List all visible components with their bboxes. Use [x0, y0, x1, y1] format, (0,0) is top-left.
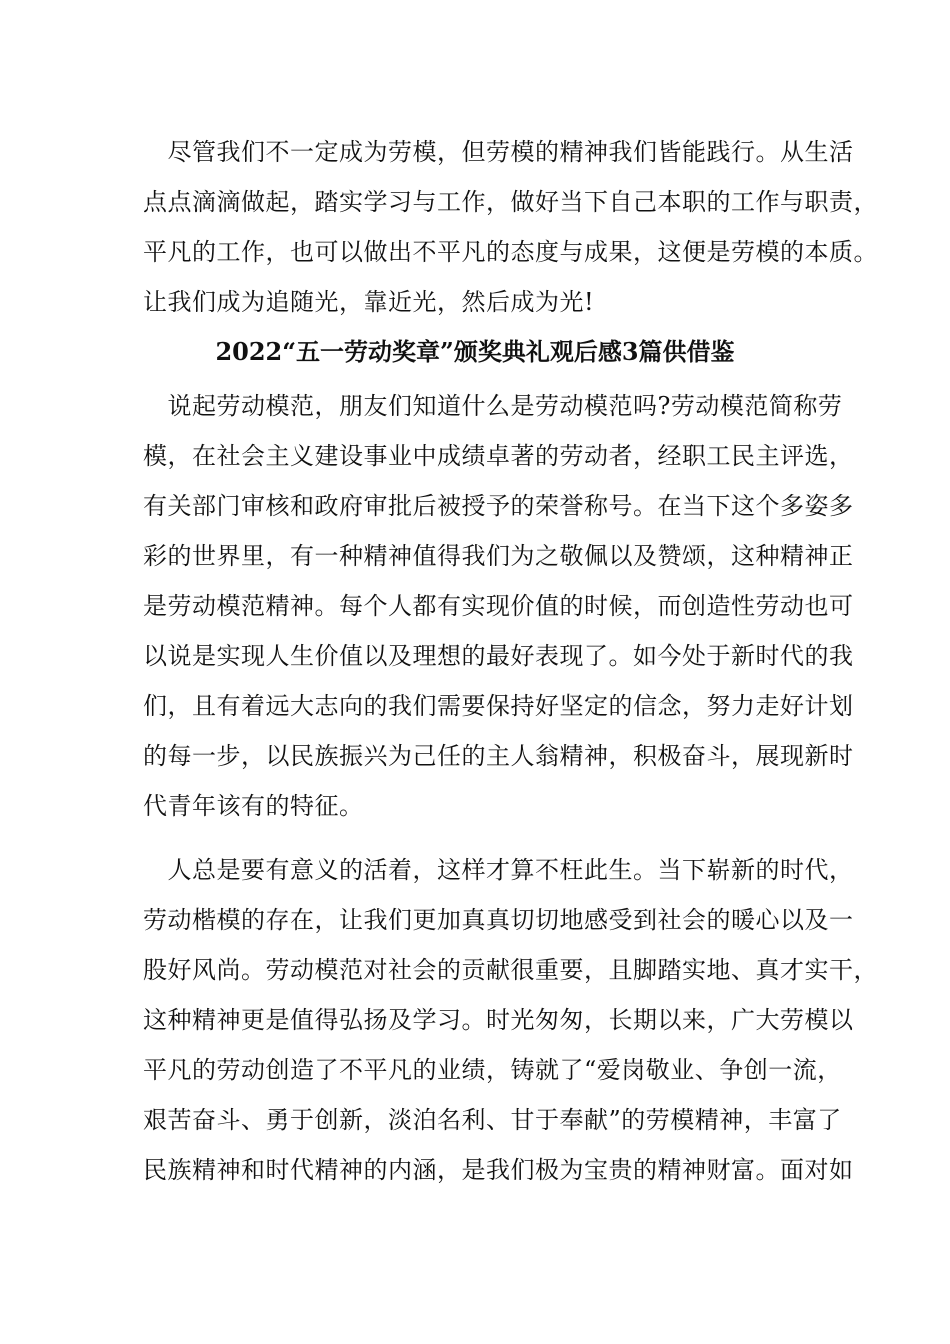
paragraph-2-line-1: 说起劳动模范，朋友们知道什么是劳动模范吗?劳动模范简称劳	[143, 392, 843, 420]
paragraph-1-line-1: 尽管我们不一定成为劳模，但劳模的精神我们皆能践行。从生活	[143, 138, 854, 166]
paragraph-1-line-2: 点点滴滴做起，踏实学习与工作，做好当下自己本职的工作与职责，	[143, 188, 878, 216]
section-title: 2022“五一劳动奖章”颁奖典礼观后感3篇供借鉴	[215, 337, 735, 366]
paragraph-2-line-6: 以说是实现人生价值以及理想的最好表现了。如今处于新时代的我	[143, 642, 854, 670]
paragraph-1-line-4: 让我们成为追随光，靠近光，然后成为光!	[143, 288, 595, 316]
paragraph-3-line-5: 平凡的劳动创造了不平凡的业绩，铸就了“爱岗敬业、争创一流，	[143, 1056, 842, 1084]
paragraph-3-line-3: 股好风尚。劳动模范对社会的贡献很重要，且脚踏实地、真才实干，	[143, 956, 878, 984]
paragraph-2-line-5: 是劳动模范精神。每个人都有实现价值的时候，而创造性劳动也可	[143, 592, 854, 620]
paragraph-2-line-4: 彩的世界里，有一种精神值得我们为之敬佩以及赞颂，这种精神正	[143, 542, 854, 570]
paragraph-2-line-2: 模，在社会主义建设事业中成绩卓著的劳动者，经职工民主评选，	[143, 442, 854, 470]
paragraph-3-line-6: 艰苦奋斗、勇于创新，淡泊名利、甘于奉献”的劳模精神，丰富了	[143, 1106, 842, 1134]
paragraph-3-line-4: 这种精神更是值得弘扬及学习。时光匆匆，长期以来，广大劳模以	[143, 1006, 854, 1034]
paragraph-2-line-3: 有关部门审核和政府审批后被授予的荣誉称号。在当下这个多姿多	[143, 492, 854, 520]
paragraph-2-line-9: 代青年该有的特征。	[143, 792, 364, 820]
paragraph-1-line-3: 平凡的工作，也可以做出不平凡的态度与成果，这便是劳模的本质。	[143, 238, 878, 266]
paragraph-3-line-7: 民族精神和时代精神的内涵，是我们极为宝贵的精神财富。面对如	[143, 1156, 854, 1184]
paragraph-2-line-7: 们，且有着远大志向的我们需要保持好坚定的信念，努力走好计划	[143, 692, 854, 720]
paragraph-3-line-2: 劳动楷模的存在，让我们更加真真切切地感受到社会的暖心以及一	[143, 906, 854, 934]
paragraph-3-line-1: 人总是要有意义的活着，这样才算不枉此生。当下崭新的时代，	[143, 856, 854, 884]
paragraph-2-line-8: 的每一步，以民族振兴为己任的主人翁精神，积极奋斗，展现新时	[143, 742, 854, 770]
